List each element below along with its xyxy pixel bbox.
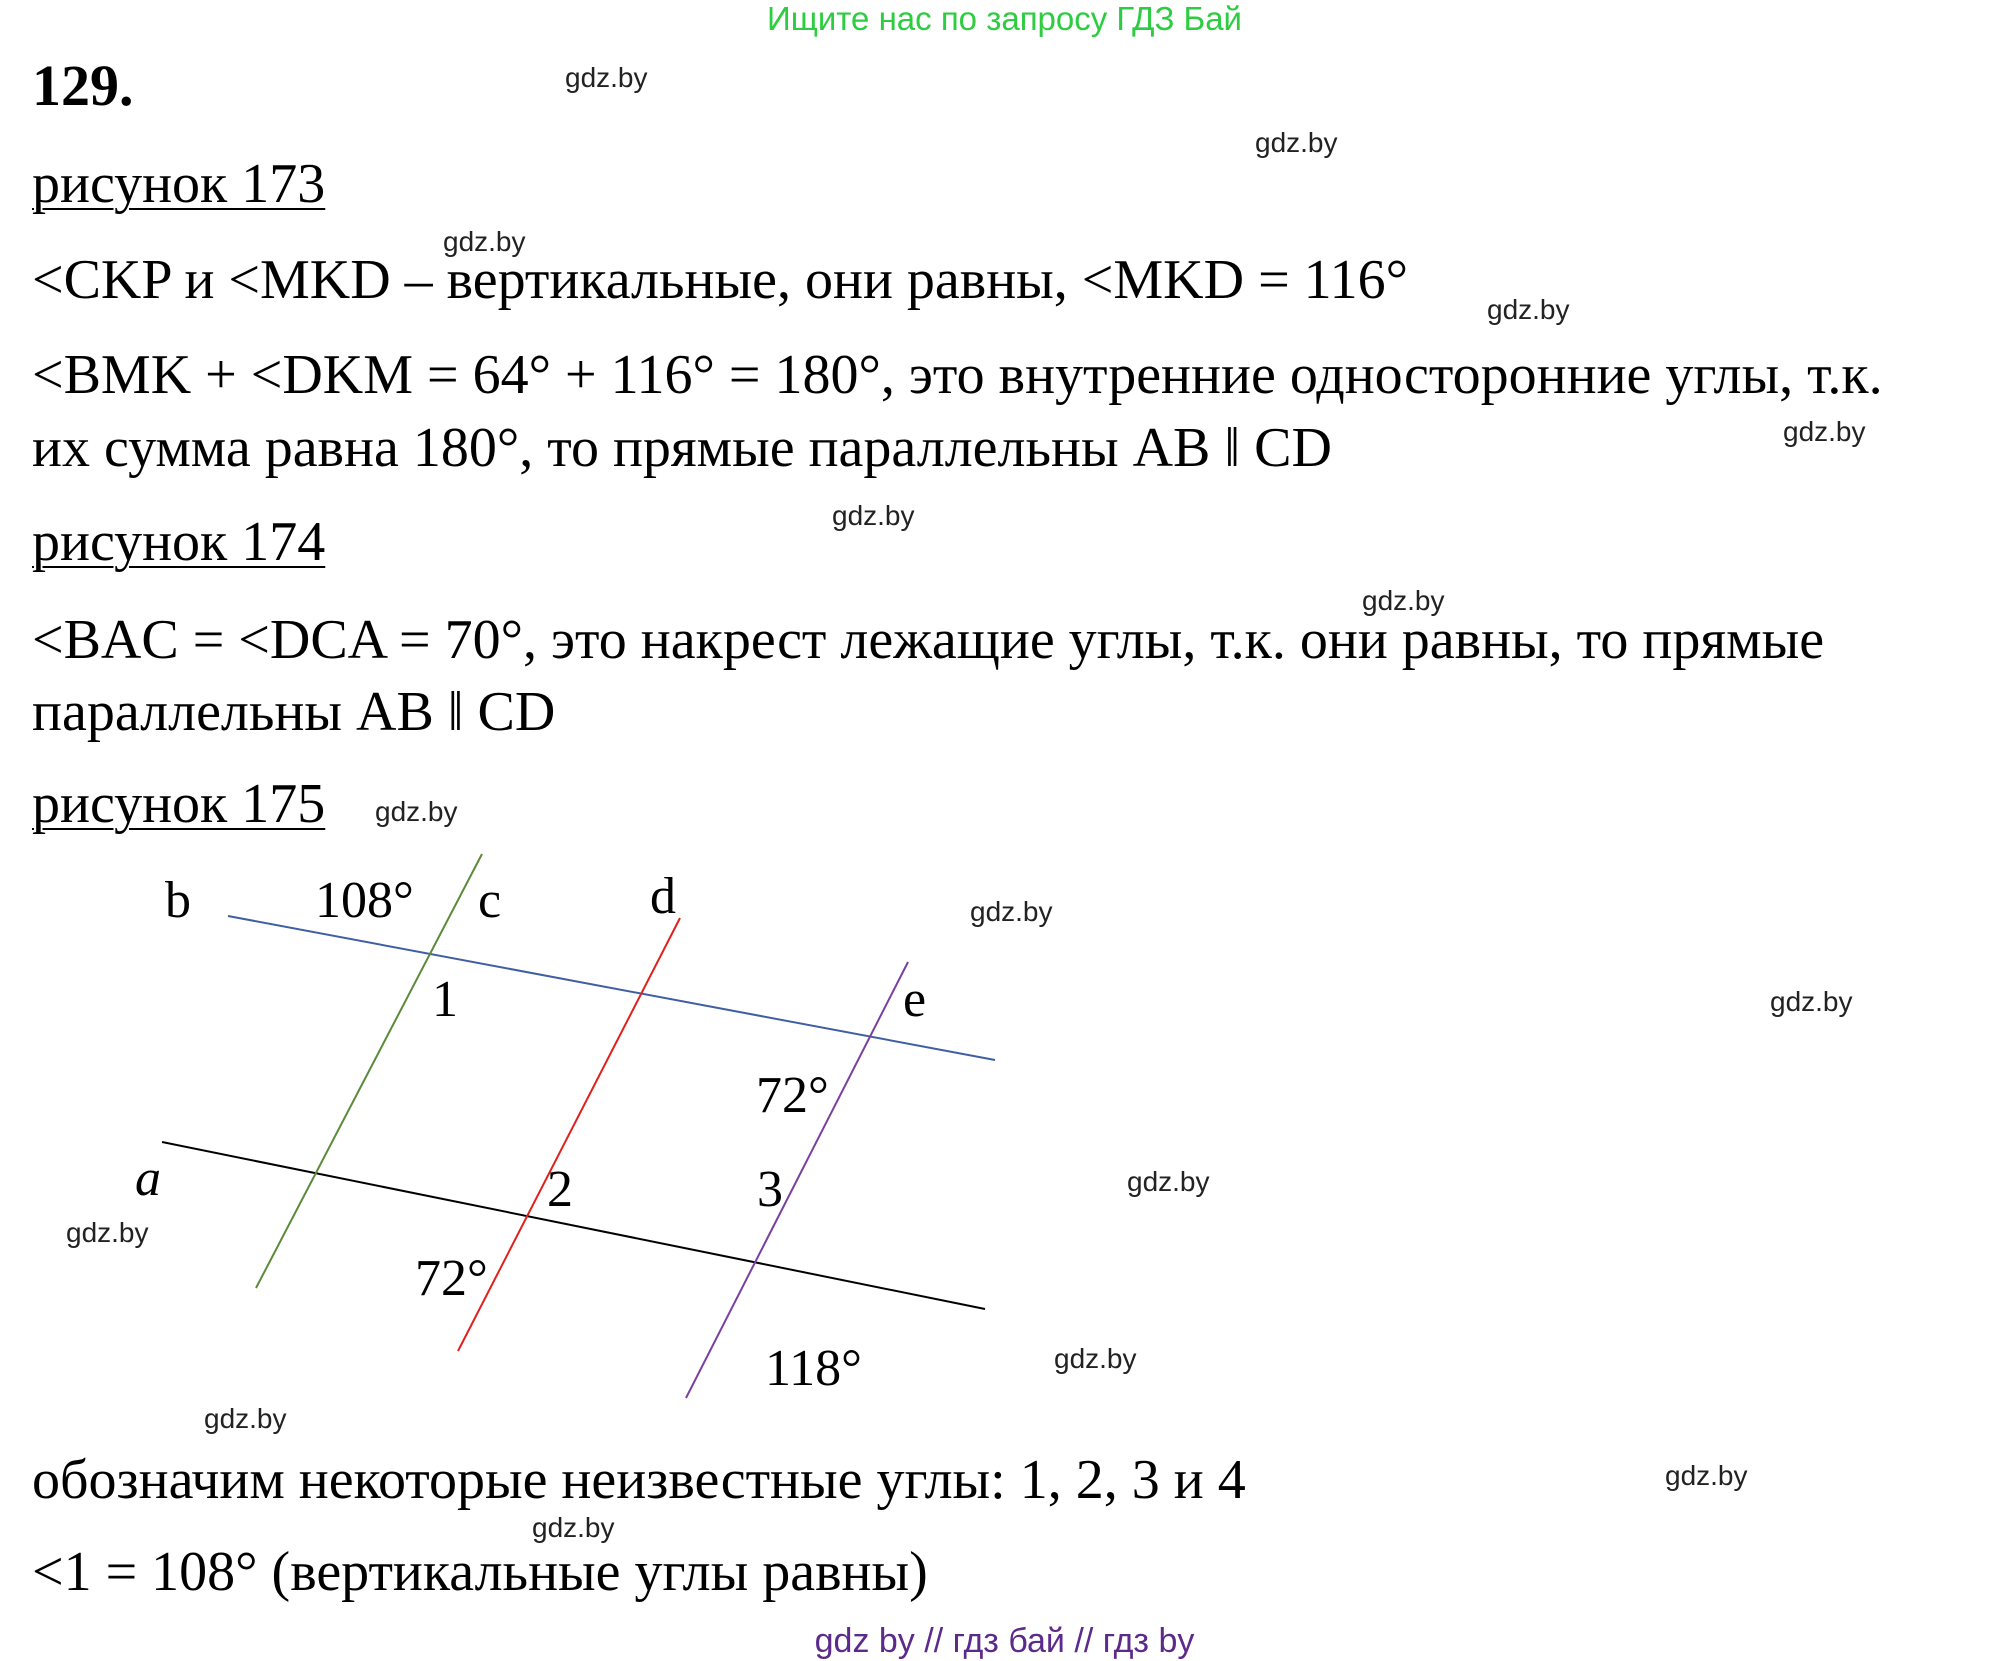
fig175-line2: <1 = 108° (вертикальные углы равны) (32, 1541, 928, 1603)
label-d: d (650, 868, 676, 925)
fig173-line2: <BMK + <DKM = 64° + 116° = 180°, это внутренние односторонние углы, т.к. (32, 344, 1883, 406)
watermark: gdz.by (1487, 294, 1570, 325)
label-angle-72-top: 72° (756, 1067, 829, 1124)
label-2: 2 (547, 1161, 573, 1218)
watermark: gdz.by (1783, 416, 1866, 447)
watermark: gdz.by (832, 500, 915, 531)
label-c: c (478, 872, 502, 929)
label-angle-118: 118° (765, 1340, 862, 1397)
line-d (458, 918, 680, 1351)
watermark: gdz.by (532, 1512, 615, 1543)
watermark: gdz.by (1054, 1343, 1137, 1374)
label-e: e (903, 971, 927, 1028)
watermark: gdz.by (565, 62, 648, 93)
label-a: a (135, 1150, 161, 1207)
search-banner: Ищите нас по запросу ГДЗ Бай (767, 0, 1242, 37)
watermark: gdz.by (1255, 127, 1338, 158)
fig175-line1: обозначим некоторые неизвестные углы: 1, 2, 3 и 4 (32, 1449, 1246, 1511)
problem-number: 129. (32, 53, 134, 118)
fig173-line3: их сумма равна 180°, то прямые параллельны AB ‖ CD (32, 417, 1332, 479)
fig174-line2: параллельны AB ‖ CD (32, 681, 556, 743)
watermark: gdz.by (1665, 1460, 1748, 1491)
watermark: gdz.by (1127, 1166, 1210, 1197)
heading-fig175: рисунок 175 (32, 773, 326, 835)
watermark: gdz.by (204, 1403, 287, 1434)
heading-fig173: рисунок 173 (32, 153, 326, 215)
label-angle-72-bottom: 72° (415, 1250, 488, 1307)
line-b (228, 916, 995, 1060)
label-1: 1 (432, 971, 458, 1028)
watermark: gdz.by (66, 1217, 149, 1248)
watermark: gdz.by (970, 896, 1053, 927)
fig174-line1: <BAC = <DCA = 70°, это накрест лежащие углы, т.к. они равны, то прямые (32, 609, 1825, 671)
watermark: gdz.by (443, 226, 526, 257)
watermark: gdz.by (1770, 986, 1853, 1017)
watermark: gdz.by (375, 796, 458, 827)
figure-175 (0, 850, 1050, 1410)
fig173-line1: <CKP и <MKD – вертикальные, они равны, <MKD = 116° (32, 249, 1408, 311)
watermark: gdz.by (1362, 585, 1445, 616)
line-e (686, 962, 908, 1398)
label-3: 3 (757, 1161, 783, 1218)
footer-watermark: gdz by // гдз бай // гдз by (814, 1622, 1195, 1660)
label-angle-108: 108° (315, 872, 414, 929)
line-a (162, 1142, 985, 1309)
heading-fig174: рисунок 174 (32, 511, 326, 573)
label-b: b (165, 872, 191, 929)
